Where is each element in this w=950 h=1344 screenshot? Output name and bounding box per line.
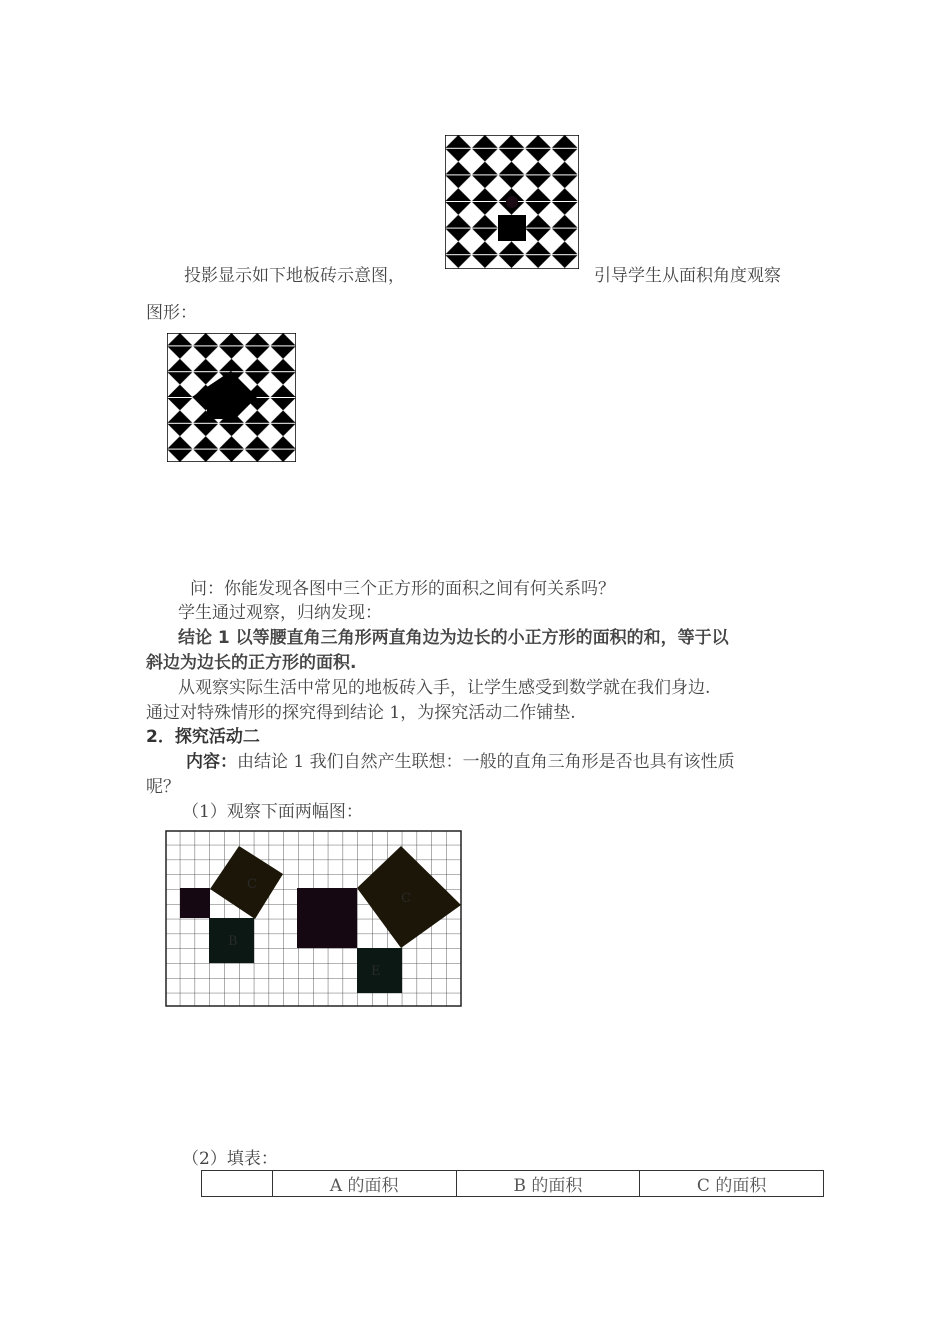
label-b-left: B xyxy=(228,934,238,949)
table-header-blank xyxy=(202,1171,273,1197)
conclusion-1-line-2: 斜边为边长的正方形的面积. xyxy=(146,653,357,673)
section-2-heading: 2．探究活动二 xyxy=(146,727,260,747)
floor-tile-figure-1 xyxy=(445,135,579,269)
students-line: 学生通过观察，归纳发现： xyxy=(178,603,382,623)
conclusion-1-line-1: 结论 1 以等腰直角三角形两直角边为边长的小正方形的面积的和，等于以 xyxy=(178,628,729,648)
table-row xyxy=(202,1171,824,1197)
label-c-left: C xyxy=(247,877,257,892)
square-grid-figure xyxy=(165,830,463,1008)
content-label: 内容： xyxy=(186,752,237,772)
step-1-line: （1）观察下面两幅图： xyxy=(182,802,363,822)
step-2-line: （2）填表： xyxy=(182,1149,278,1169)
grid-square-a-right xyxy=(297,888,357,948)
intro-trail: 引导学生从面积角度观察 xyxy=(594,266,781,286)
label-c-right: C xyxy=(401,891,411,906)
content-line-1 xyxy=(186,750,735,774)
floor-tile-figure-2 xyxy=(167,333,296,462)
intro-wrap: 图形： xyxy=(146,303,197,323)
area-table xyxy=(201,1170,824,1197)
question-line: 问：你能发现各图中三个正方形的面积之间有何关系吗？ xyxy=(190,579,615,599)
intro-lead: 投影显示如下地板砖示意图， xyxy=(184,266,405,286)
content-line-2: 呢？ xyxy=(146,777,180,797)
explain-line-2: 通过对特殊情形的探究得到结论 1，为探究活动二作铺垫. xyxy=(146,703,576,723)
grid-square-a-left xyxy=(180,888,210,918)
content-text: 由结论 1 我们自然产生联想：一般的直角三角形是否也具有该性质 xyxy=(237,752,735,772)
label-e-right: E xyxy=(371,964,381,979)
table-header-a-area: A 的面积 xyxy=(272,1171,456,1197)
explain-line-1: 从观察实际生活中常见的地板砖入手，让学生感受到数学就在我们身边. xyxy=(178,678,711,698)
table-header-c-area: C 的面积 xyxy=(640,1171,824,1197)
table-header-b-area: B 的面积 xyxy=(456,1171,640,1197)
